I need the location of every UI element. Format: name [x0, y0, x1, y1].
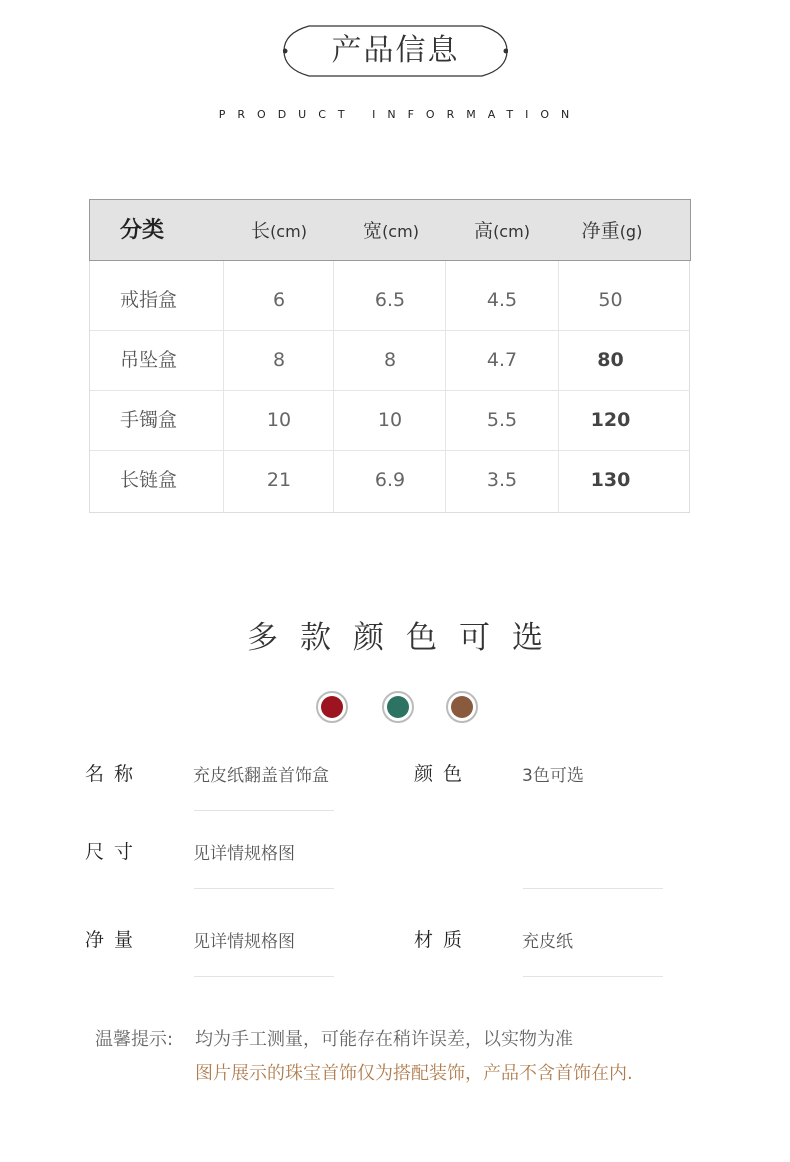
info-name-value: 充皮纸翻盖首饰盒	[193, 766, 329, 786]
table-cell-weight: 130	[590, 469, 631, 491]
table-cell-height: 4.5	[486, 289, 518, 311]
colors-title: 多款颜色可选	[247, 620, 565, 656]
info-underline	[194, 976, 334, 977]
table-cell-width: 8	[383, 349, 397, 371]
color-swatch-green[interactable]	[382, 691, 414, 723]
info-name-label: 名称	[85, 763, 144, 785]
table-cell-height: 5.5	[486, 409, 518, 431]
info-underline	[523, 976, 663, 977]
info-color-label: 颜色	[414, 763, 473, 785]
table-cell-category: 手镯盒	[120, 409, 178, 431]
info-weight-label: 净量	[85, 929, 144, 951]
info-size-value: 见详情规格图	[193, 844, 295, 864]
table-cell-length: 6	[272, 289, 286, 311]
title-frame	[283, 25, 508, 77]
info-underline	[523, 888, 663, 889]
info-material-label: 材质	[414, 929, 473, 951]
table-cell-category: 长链盒	[120, 469, 178, 491]
table-cell-category: 戒指盒	[120, 289, 178, 311]
note-line-1: 均为手工测量，可能存在稍许误差，以实物为准	[195, 1029, 573, 1050]
table-header-row	[89, 199, 691, 261]
info-material-value: 充皮纸	[522, 932, 573, 952]
table-header-weight: 净重(g)	[581, 220, 643, 242]
table-header-height: 高(cm)	[474, 220, 530, 242]
table-cell-height: 4.7	[486, 349, 518, 371]
table-cell-weight: 80	[597, 349, 624, 371]
spec-table	[89, 199, 690, 513]
table-cell-length: 10	[266, 409, 292, 431]
info-underline	[194, 810, 334, 811]
table-cell-weight: 50	[598, 289, 623, 311]
color-dot	[387, 696, 409, 718]
color-swatch-brown[interactable]	[446, 691, 478, 723]
note-label: 温馨提示:	[95, 1029, 174, 1050]
table-cell-width: 6.9	[374, 469, 406, 491]
color-swatch-red[interactable]	[316, 691, 348, 723]
info-size-label: 尺寸	[85, 841, 144, 863]
table-cell-weight: 120	[590, 409, 631, 431]
table-header-width: 宽(cm)	[363, 220, 419, 242]
info-color-value: 3色可选	[522, 766, 584, 786]
table-cell-length: 8	[272, 349, 286, 371]
color-dot	[321, 696, 343, 718]
page-subtitle: PRODUCT INFORMATION	[218, 108, 582, 121]
table-header-category: 分类	[120, 218, 165, 243]
color-dot	[451, 696, 473, 718]
table-cell-length: 21	[266, 469, 292, 491]
table-cell-width: 6.5	[374, 289, 406, 311]
table-cell-height: 3.5	[486, 469, 518, 491]
table-cell-width: 10	[377, 409, 403, 431]
info-weight-value: 见详情规格图	[193, 932, 295, 952]
note-line-2: 图片展示的珠宝首饰仅为搭配装饰，产品不含首饰在内.	[195, 1063, 633, 1084]
table-header-length: 长(cm)	[251, 220, 307, 242]
page-title: 产品信息	[331, 33, 460, 68]
info-underline	[194, 888, 334, 889]
table-cell-category: 吊坠盒	[120, 349, 178, 371]
